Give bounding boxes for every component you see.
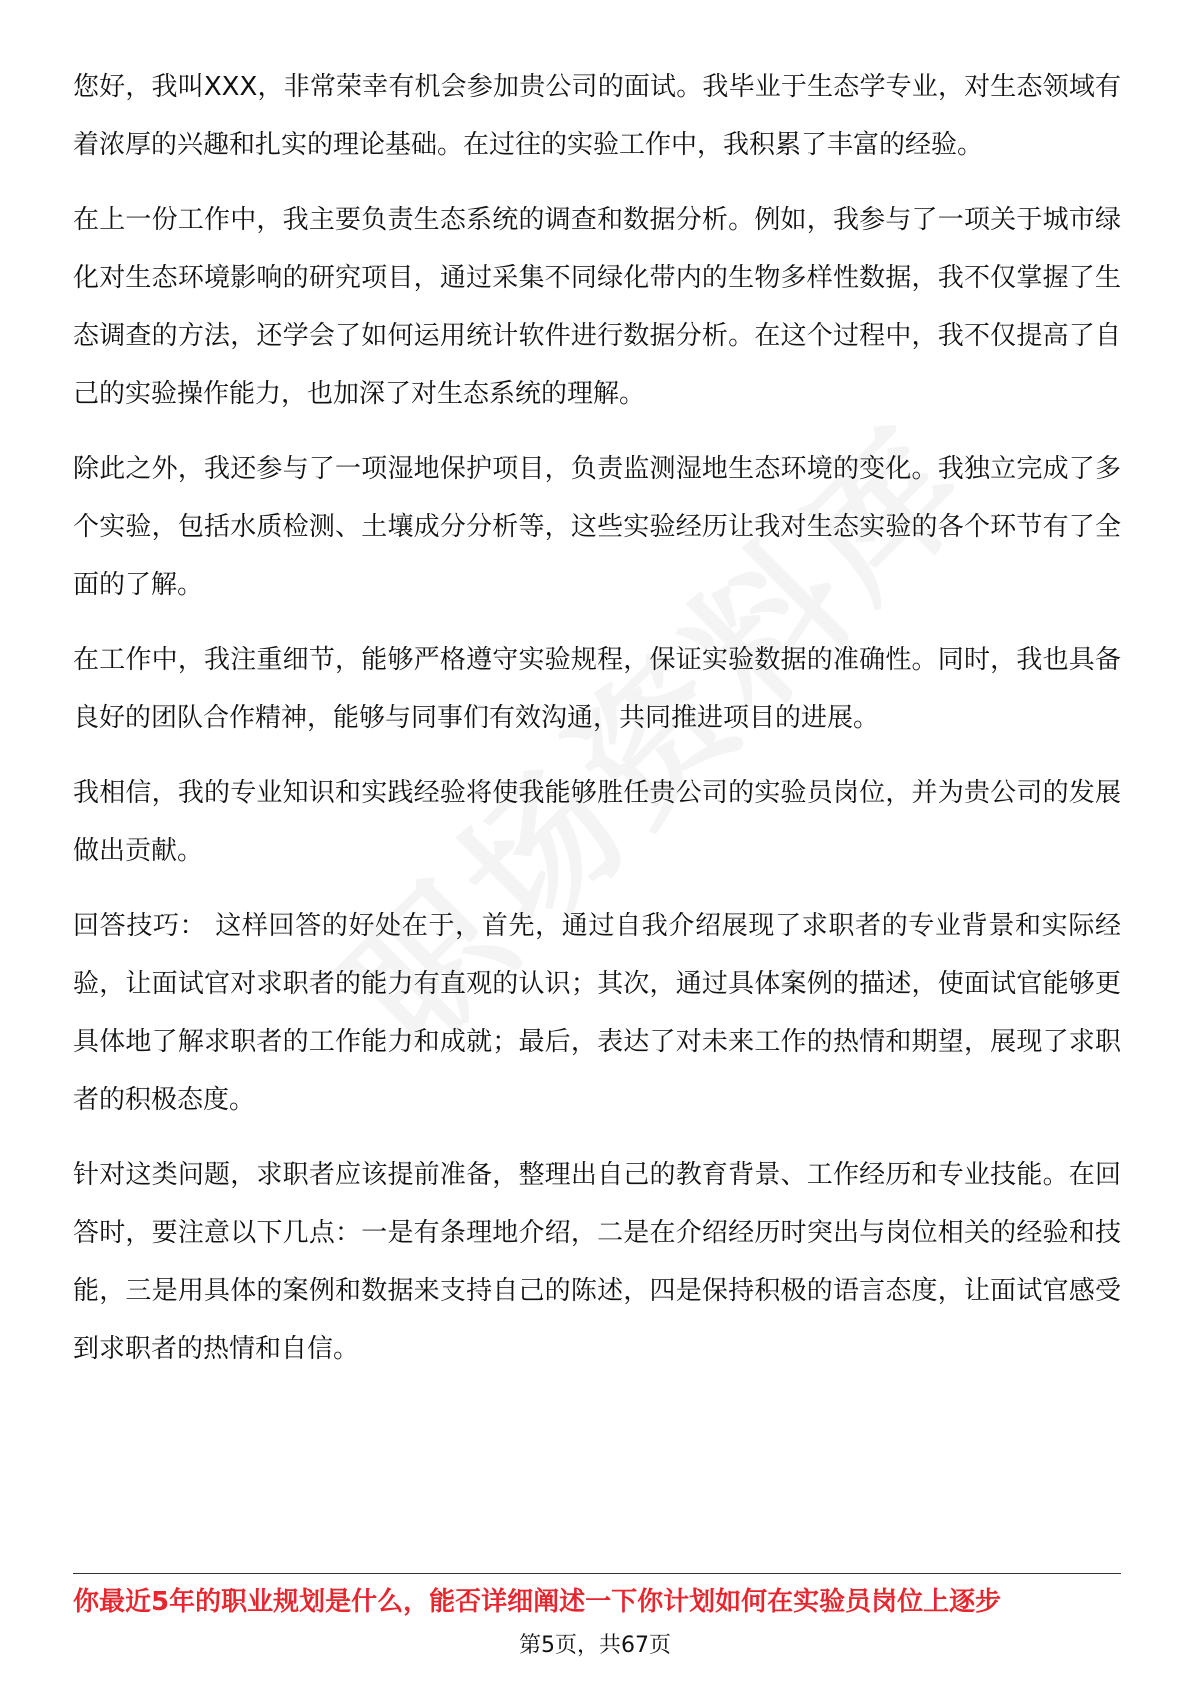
next-question-heading: 你最近5年的职业规划是什么，能否详细阐述一下你计划如何在实验员岗位上逐步 xyxy=(73,1587,1002,1617)
paragraph-preparation-advice: 针对这类问题，求职者应该提前准备，整理出自己的教育背景、工作经历和专业技能。在回答时，要注意以下几点：一是有条理地介绍，二是在介绍经历时突出与岗位相关的经验和技能，三是用具体的案例和数据来支持自己的陈述，四是保持积极的语言态度，让面试官感受到求职者的热情和自信。 xyxy=(73,1160,1121,1364)
section-divider xyxy=(73,1573,1121,1574)
paragraph-answer-tips: 回答技巧： 这样回答的好处在于，首先，通过自我介绍展现了求职者的专业背景和实际经验，让面试官对求职者的能力有直观的认识；其次，通过具体案例的描述，使面试官能够更具体地了解求职者的工作能力和成就；最后，表达了对未来工作的热情和期望，展现了求职者的积极态度。 xyxy=(73,911,1121,1115)
document-body xyxy=(73,58,1121,1395)
paragraph-intro: 您好，我叫XXX，非常荣幸有机会参加贵公司的面试。我毕业于生态学专业，对生态领域有着浓厚的兴趣和扎实的理论基础。在过往的实验工作中，我积累了丰富的经验。 xyxy=(73,72,1121,160)
paragraph-belief: 我相信，我的专业知识和实践经验将使我能够胜任贵公司的实验员岗位，并为贵公司的发展做出贡献。 xyxy=(73,778,1121,866)
paragraph-wetland-project: 除此之外，我还参与了一项湿地保护项目，负责监测湿地生态环境的变化。我独立完成了多个实验，包括水质检测、土壤成分分析等，这些实验经历让我对生态实验的各个环节有了全面的了解。 xyxy=(73,454,1121,600)
paragraph-previous-job: 在上一份工作中，我主要负责生态系统的调查和数据分析。例如，我参与了一项关于城市绿化对生态环境影响的研究项目，通过采集不同绿化带内的生物多样性数据，我不仅掌握了生态调查的方法，还学会了如何运用统计软件进行数据分析。在这个过程中，我不仅提高了自己的实验操作能力，也加深了对生态系统的理解。 xyxy=(73,205,1121,409)
paragraph-work-attitude: 在工作中，我注重细节，能够严格遵守实验规程，保证实验数据的准确性。同时，我也具备良好的团队合作精神，能够与同事们有效沟通，共同推进项目的进展。 xyxy=(73,645,1121,733)
page-number-footer: 第5页，共67页 xyxy=(519,1633,671,1658)
